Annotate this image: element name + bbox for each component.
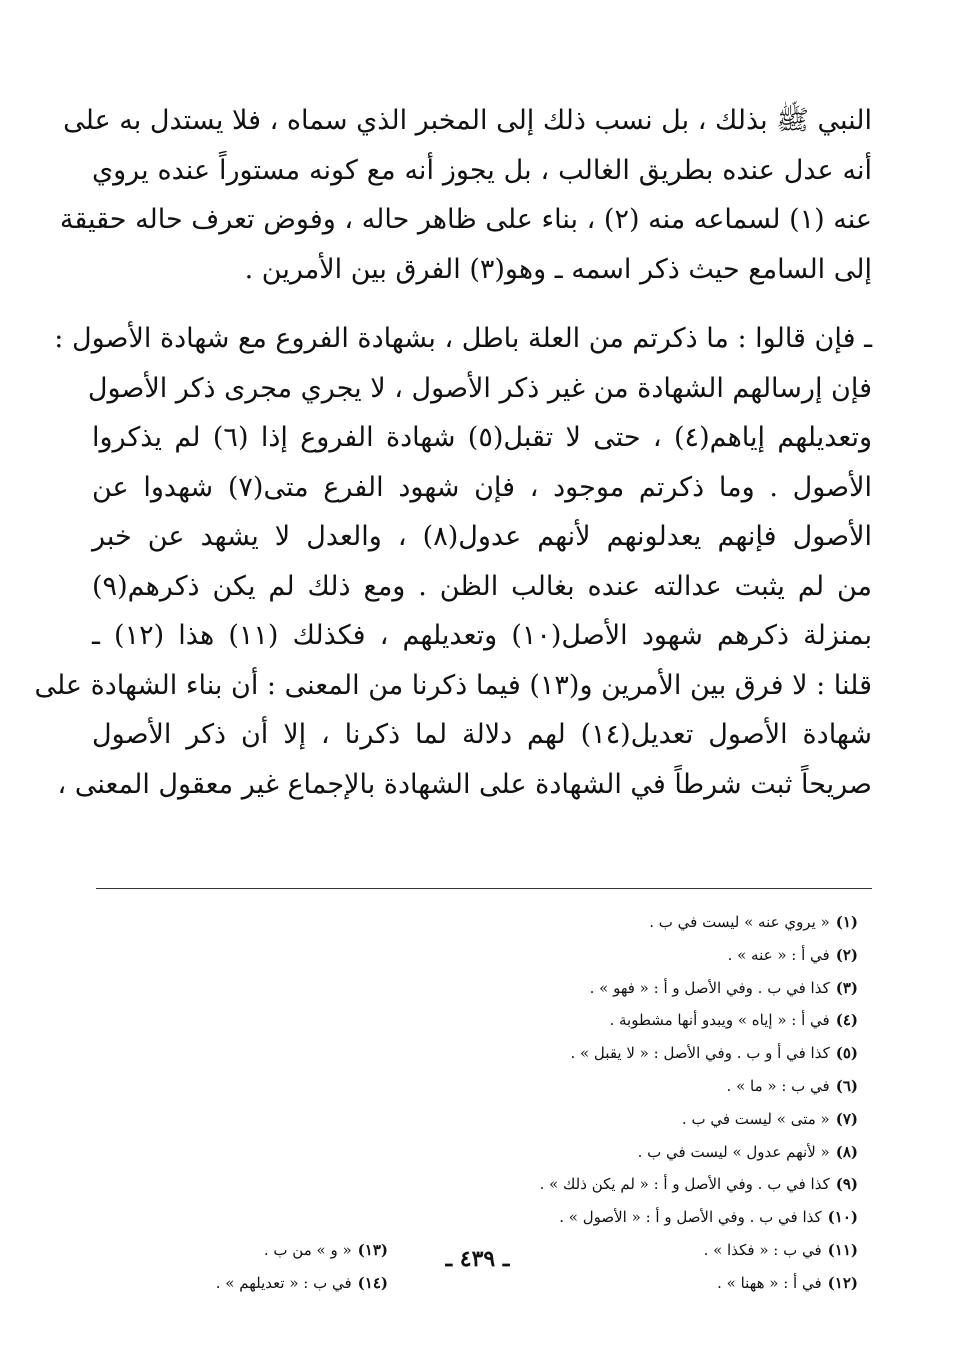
- paragraph-1: [59, 96, 872, 294]
- footnote-2: [92, 939, 858, 972]
- footnote-5: [92, 1037, 858, 1070]
- text-line: ـ فإن قالوا : ما ذكرتم من العلة باطل ، بشهادة الفروع مع شهادة الأصول :: [54, 323, 872, 354]
- footnote-text: في أ : « إياه » ويبدو أنها مشطوبة .: [609, 1011, 830, 1030]
- text-line: صريحاً ثبت شرطاً في الشهادة على الشهادة بالإجماع غير معقول المعنى ،: [57, 768, 872, 800]
- footnote-number: (٨): [835, 1142, 858, 1161]
- text-line: الأصول فإنهم يعدلونهم لأنهم عدول(٨) ، والعدل لا يشهد عن خبر: [92, 521, 872, 552]
- footnote-text: كذا في ب . وفي الأصل و أ : « فهو » .: [589, 978, 830, 997]
- footnote-number: (٩): [835, 1175, 858, 1194]
- text-line: أنه عدل عنده بطريق الغالب ، بل يجوز أنه مع كونه مستوراً عنده يروي: [92, 154, 872, 186]
- footnote-text: « لأنهم عدول » ليست في ب .: [637, 1142, 830, 1161]
- footnote-text: « متى » ليست في ب .: [681, 1109, 830, 1128]
- footnote-10: [92, 1201, 858, 1234]
- footnote-text: كذا في ب . وفي الأصل و أ : « الأصول » .: [559, 1208, 822, 1227]
- footnotes: [92, 906, 858, 1300]
- footnote-text: « يروي عنه » ليست في ب .: [649, 913, 830, 931]
- footnote-number: (١٠): [827, 1208, 858, 1227]
- page-number: ـ ٤٣٩ ـ: [445, 1246, 510, 1272]
- paragraph-2: [34, 314, 873, 809]
- text-line: إلى السامع حيث ذكر اسمه ـ وهو(٣) الفرق بين الأمرين .: [244, 253, 872, 285]
- footnote-4: [92, 1004, 858, 1037]
- text-line: من لم يثبت عدالته عنده بغالب الظن . ومع ذلك لم يكن ذكرهم(٩): [92, 570, 872, 602]
- text-line: النبي ﷺ بذلك ، بل نسب ذلك إلى المخبر الذي سماه ، فلا يستدل به على: [63, 105, 872, 136]
- footnote-separator: [96, 888, 872, 889]
- footnote-number: (٢): [835, 945, 858, 964]
- footnote-number: (٦): [835, 1076, 858, 1095]
- footnote-text: في أ : « ههنا » .: [717, 1273, 822, 1292]
- footnote-6: [92, 1070, 858, 1103]
- footnote-text: كذا في ب . وفي الأصل و أ : « لم يكن ذلك » .: [539, 1175, 830, 1194]
- footnote-text: « و » من ب .: [263, 1240, 352, 1259]
- footnote-number: (١): [835, 913, 858, 931]
- text-line: الأصول . وما ذكرتم موجود ، فإن شهود الفرع متى(٧) شهدوا عن: [92, 471, 872, 503]
- footnote-number: (١٣): [357, 1240, 388, 1259]
- footnote-text: كذا في أ و ب . وفي الأصل : « لا يقبل » .: [570, 1044, 830, 1063]
- footnote-number: (٣): [835, 978, 858, 997]
- text-line: فإن إرسالهم الشهادة من غير ذكر الأصول ، لا يجري مجرى ذكر الأصول: [87, 372, 872, 404]
- footnote-9: [92, 1168, 858, 1201]
- text-line: شهادة الأصول تعديل(١٤) لهم دلالة لما ذكرنا ، إلا أن ذكر الأصول: [92, 719, 872, 750]
- footnote-7: [92, 1103, 858, 1136]
- footnote-8: [92, 1136, 858, 1169]
- footnote-number: (١١): [827, 1240, 858, 1259]
- footnote-text: في ب : « فكذا » .: [703, 1240, 822, 1259]
- footnote-3: [92, 972, 858, 1005]
- text-line: عنه (١) لسماعه منه (٢) ، بناء على ظاهر حاله ، وفوض تعرف حاله حقيقة: [59, 204, 872, 235]
- footnote-number: (٥): [835, 1044, 858, 1063]
- footnote-text: في ب : « ما » .: [726, 1076, 830, 1095]
- footnote-number: (١٤): [357, 1273, 388, 1292]
- footnote-number: (١٢): [827, 1273, 858, 1292]
- text-line: قلنا : لا فرق بين الأمرين و(١٣) فيما ذكرنا من المعنى : أن بناء الشهادة على: [34, 669, 872, 701]
- text-line: بمنزلة ذكرهم شهود الأصل(١٠) وتعديلهم ، فكذلك (١١) هذا (١٢) ـ: [92, 620, 873, 651]
- footnote-1: [92, 906, 858, 939]
- footnote-number: (٤): [835, 1011, 858, 1030]
- text-line: وتعديلهم إياهم(٤) ، حتى لا تقبل(٥) شهادة الفروع إذا (٦) لم يذكروا: [92, 422, 873, 453]
- footnote-text: في ب : « تعديلهم » .: [215, 1273, 352, 1292]
- footnote-number: (٧): [835, 1109, 858, 1128]
- footnote-text: في أ : « عنه » .: [727, 945, 830, 964]
